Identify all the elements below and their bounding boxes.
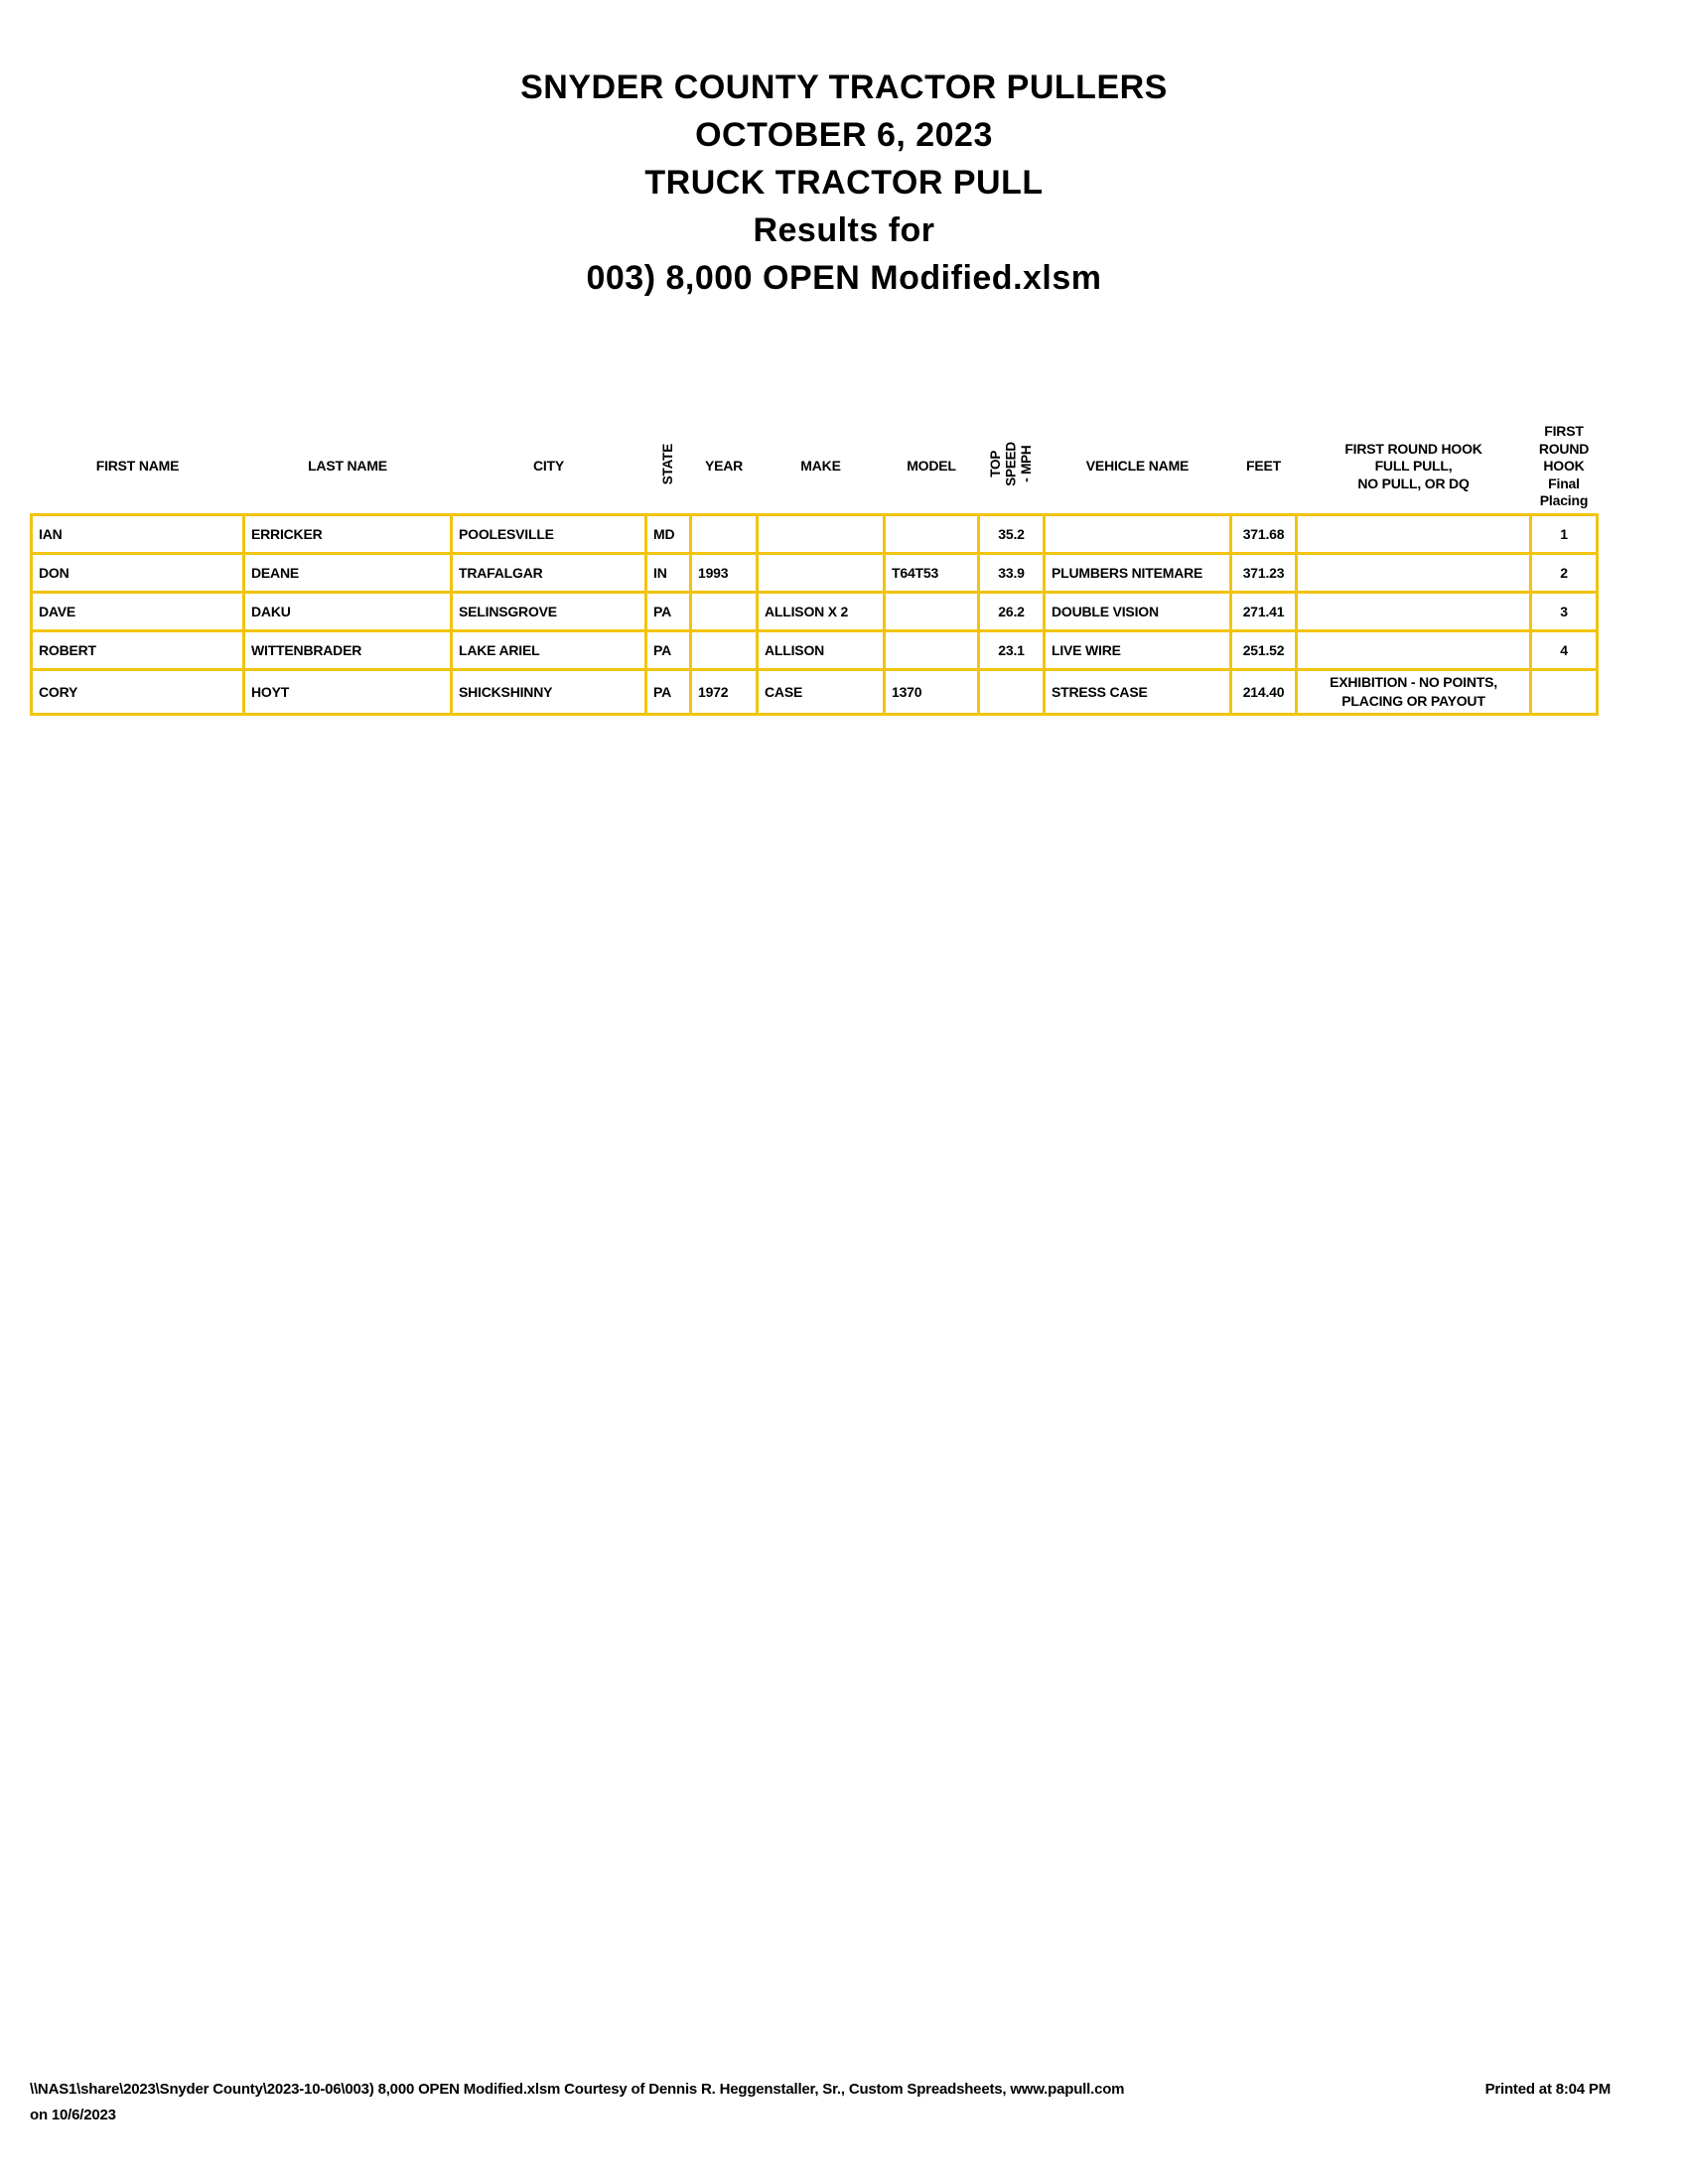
- cell-first-name: ROBERT: [32, 630, 244, 669]
- cell-feet: 271.41: [1231, 592, 1297, 630]
- cell-first-name: CORY: [32, 669, 244, 714]
- header-state-vertical-label: STATE: [660, 443, 676, 485]
- cell-first-round-hook: [1297, 514, 1531, 553]
- cell-last-name: DAKU: [244, 592, 452, 630]
- table-row: [32, 553, 1598, 592]
- cell-state: PA: [646, 592, 691, 630]
- cell-first-round-hook: [1297, 630, 1531, 669]
- cell-make: [758, 514, 885, 553]
- cell-first-round-hook: [1297, 553, 1531, 592]
- cell-model: [885, 630, 979, 669]
- cell-feet: 251.52: [1231, 630, 1297, 669]
- cell-city: POOLESVILLE: [452, 514, 646, 553]
- header-top-speed: [979, 420, 1045, 514]
- table-row: [32, 669, 1598, 714]
- footer: [30, 2081, 1611, 2123]
- title-event: TRUCK TRACTOR PULL: [644, 164, 1044, 202]
- cell-year: [691, 592, 758, 630]
- cell-final-placing: 1: [1531, 514, 1598, 553]
- cell-top-speed: 35.2: [979, 514, 1045, 553]
- header-top-speed-vertical-label: TOP SPEED - MPH: [988, 442, 1035, 486]
- footer-printed-on: on 10/6/2023: [30, 2107, 116, 2123]
- cell-top-speed: 33.9: [979, 553, 1045, 592]
- results-table-wrap: [30, 420, 1599, 716]
- header-year: YEAR: [704, 458, 744, 474]
- cell-vehicle-name: PLUMBERS NITEMARE: [1045, 553, 1231, 592]
- cell-model: 1370: [885, 669, 979, 714]
- cell-vehicle-name: [1045, 514, 1231, 553]
- cell-first-name: IAN: [32, 514, 244, 553]
- header-final-placing: FIRST ROUND HOOK Final Placing: [1538, 423, 1590, 508]
- cell-first-name: DAVE: [32, 592, 244, 630]
- cell-vehicle-name: LIVE WIRE: [1045, 630, 1231, 669]
- cell-top-speed: [979, 669, 1045, 714]
- cell-city: SHICKSHINNY: [452, 669, 646, 714]
- cell-state: IN: [646, 553, 691, 592]
- cell-last-name: WITTENBRADER: [244, 630, 452, 669]
- footer-file-path: \\NAS1\share\2023\Snyder County\2023-10-06\003) 8,000 OPEN Modified.xlsm Courtesy of Dennis R. Heggenstaller, Sr., Custom Spreadsheets, www.papull.com: [30, 2081, 1125, 2098]
- cell-model: T64T53: [885, 553, 979, 592]
- title-class-file: 003) 8,000 OPEN Modified.xlsm: [586, 259, 1102, 297]
- header-row: [32, 420, 1598, 514]
- cell-feet: 371.23: [1231, 553, 1297, 592]
- footer-printed-at: Printed at 8:04 PM: [1484, 2081, 1611, 2098]
- cell-year: [691, 514, 758, 553]
- cell-first-name: DON: [32, 553, 244, 592]
- cell-vehicle-name: DOUBLE VISION: [1045, 592, 1231, 630]
- cell-last-name: ERRICKER: [244, 514, 452, 553]
- cell-make: CASE: [758, 669, 885, 714]
- cell-model: [885, 514, 979, 553]
- header-feet: FEET: [1246, 458, 1281, 474]
- table-row: [32, 592, 1598, 630]
- cell-final-placing: 3: [1531, 592, 1598, 630]
- cell-top-speed: 26.2: [979, 592, 1045, 630]
- cell-state: PA: [646, 630, 691, 669]
- header-last-name: LAST NAME: [308, 458, 387, 474]
- header-city: CITY: [532, 458, 565, 474]
- header-first-name: FIRST NAME: [95, 458, 180, 474]
- cell-state: MD: [646, 514, 691, 553]
- title-block: [0, 64, 1688, 302]
- cell-year: [691, 630, 758, 669]
- cell-city: LAKE ARIEL: [452, 630, 646, 669]
- table-row: [32, 514, 1598, 553]
- cell-final-placing: 2: [1531, 553, 1598, 592]
- cell-final-placing: [1531, 669, 1598, 714]
- cell-top-speed: 23.1: [979, 630, 1045, 669]
- cell-vehicle-name: STRESS CASE: [1045, 669, 1231, 714]
- cell-city: TRAFALGAR: [452, 553, 646, 592]
- results-table: [30, 420, 1599, 716]
- cell-make: ALLISON: [758, 630, 885, 669]
- cell-city: SELINSGROVE: [452, 592, 646, 630]
- cell-make: ALLISON X 2: [758, 592, 885, 630]
- cell-state: PA: [646, 669, 691, 714]
- cell-make: [758, 553, 885, 592]
- cell-final-placing: 4: [1531, 630, 1598, 669]
- title-org: SNYDER COUNTY TRACTOR PULLERS: [520, 68, 1168, 106]
- title-date: OCTOBER 6, 2023: [695, 116, 993, 154]
- header-first-round-hook: FIRST ROUND HOOK FULL PULL, NO PULL, OR DQ: [1344, 440, 1482, 491]
- cell-year: 1993: [691, 553, 758, 592]
- cell-year: 1972: [691, 669, 758, 714]
- cell-feet: 214.40: [1231, 669, 1297, 714]
- header-vehicle-name: VEHICLE NAME: [1085, 458, 1190, 474]
- cell-first-round-hook: [1297, 592, 1531, 630]
- header-state: [646, 420, 691, 514]
- table-row: [32, 630, 1598, 669]
- header-model: MODEL: [907, 458, 956, 474]
- title-results-for: Results for: [753, 211, 935, 249]
- header-make: MAKE: [800, 458, 841, 474]
- cell-model: [885, 592, 979, 630]
- cell-feet: 371.68: [1231, 514, 1297, 553]
- cell-first-round-hook: EXHIBITION - NO POINTS, PLACING OR PAYOUT: [1297, 669, 1531, 714]
- cell-last-name: HOYT: [244, 669, 452, 714]
- footer-row-1: [30, 2081, 1611, 2098]
- cell-last-name: DEANE: [244, 553, 452, 592]
